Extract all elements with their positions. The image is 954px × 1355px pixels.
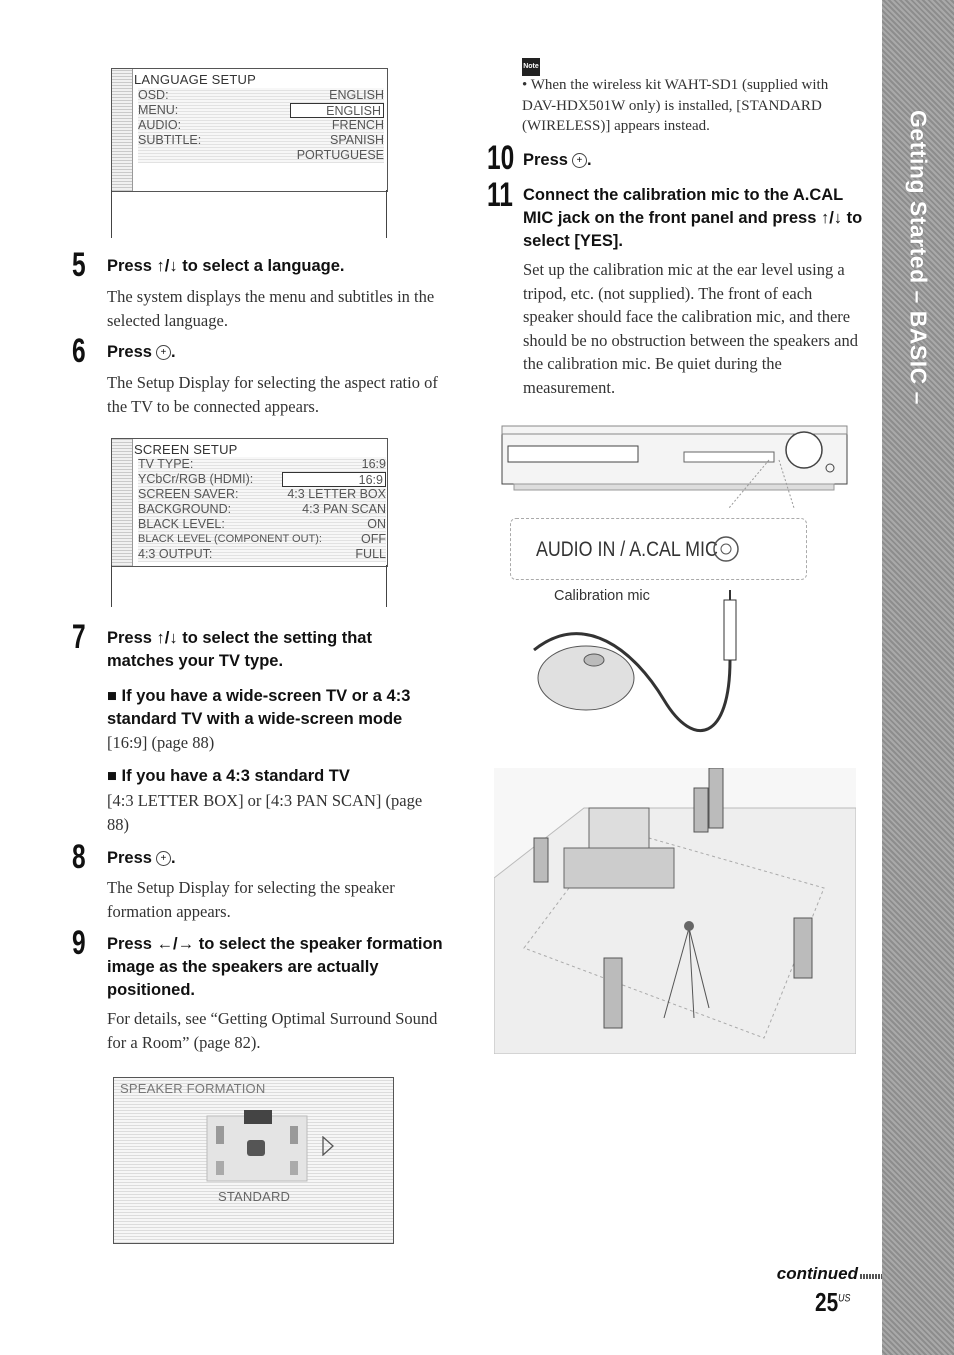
speaker-menu-title: SPEAKER FORMATION — [120, 1081, 266, 1096]
menu-frame-line — [386, 190, 387, 238]
screen-menu-title: SCREEN SETUP — [134, 442, 238, 457]
menu-row: TV TYPE: 16:9 — [138, 457, 386, 471]
language-menu-title: LANGUAGE SETUP — [134, 72, 256, 87]
receiver-unit-drawing — [494, 420, 856, 510]
room-speaker-layout-drawing — [494, 768, 856, 1054]
page-number: $25^{US}$ — [815, 1287, 851, 1317]
menu-row: 4:3 OUTPUT: FULL — [138, 547, 386, 561]
step-6-body: The Setup Display for selecting the aspect ratio of the TV to be connected appears. — [107, 373, 438, 416]
enter-button-icon: + — [156, 851, 171, 866]
step-8-heading: Press + . — [107, 849, 176, 867]
step-7-heading: Press ↑/↓ to select the setting that matches your TV type. — [107, 629, 372, 670]
calibration-mic-label: Calibration mic — [554, 588, 650, 604]
step-7a-heading: ■ If you have a wide-screen TV or a 4:3 standard TV with a wide-screen mode — [107, 687, 411, 728]
step-9-heading: Press ←/→ to select the speaker formation image as the speakers are actually positioned. — [107, 935, 443, 999]
step-number: 10 — [487, 139, 515, 177]
step-11-body: Set up the calibration mic at the ear level using a tripod, etc. (not supplied). The front of each speaker should face the calibration mic, and there should be no obstruction between the speakers and the calibration mic. Be quiet during the measurement. — [523, 260, 858, 397]
menu-row: MENU: ENGLISH — [138, 103, 384, 118]
calibration-mic-drawing — [514, 590, 754, 740]
menu-row: BACKGROUND: 4:3 PAN SCAN — [138, 502, 386, 516]
step-11-heading: Connect the calibration mic to the A.CAL MIC jack on the front panel and press ↑/↓ to select [YES]. — [523, 186, 863, 250]
speaker-formation-screenshot — [113, 1077, 394, 1244]
language-menu-items — [138, 88, 384, 163]
side-tab-label: Getting Started – BASIC – — [905, 110, 932, 405]
enter-button-icon: + — [572, 153, 587, 168]
calibration-illustration — [494, 420, 856, 1055]
step-number: 11 — [487, 176, 513, 214]
step-number: 8 — [72, 838, 86, 876]
screen-setup-screenshot — [111, 438, 388, 567]
section-side-tab — [882, 0, 954, 1355]
language-setup-screenshot — [111, 68, 388, 192]
step-10-heading: Press + . — [523, 151, 592, 169]
menu-frame-line — [386, 565, 387, 607]
menu-row: AUDIO: FRENCH — [138, 118, 384, 132]
speaker-formation-image-icon — [202, 1106, 312, 1186]
step-7b-heading: ■ If you have a 4:3 standard TV — [107, 767, 350, 785]
menu-row: YCbCr/RGB (HDMI): 16:9 — [138, 472, 386, 487]
speaker-menu-value: STANDARD — [218, 1189, 291, 1204]
right-arrow-icon — [322, 1136, 334, 1156]
step-number: 9 — [72, 924, 86, 962]
menu-icon-strip — [112, 69, 133, 191]
menu-row: BLACK LEVEL (COMPONENT OUT): OFF — [138, 532, 386, 546]
step-number: 7 — [72, 618, 86, 656]
step-8-body: The Setup Display for selecting the speaker formation appears. — [107, 878, 395, 921]
menu-row: OSD: ENGLISH — [138, 88, 384, 102]
jack-label: AUDIO IN / A.CAL MIC — [536, 538, 718, 561]
step-number: 6 — [72, 332, 86, 370]
step-9-body: For details, see “Getting Optimal Surround Sound for a Room” (page 82). — [107, 1009, 438, 1052]
menu-row: BLACK LEVEL: ON — [138, 517, 386, 531]
step-7b-body: [4:3 LETTER BOX] or [4:3 PAN SCAN] (page 88) — [107, 791, 423, 834]
note-text: • When the wireless kit WAHT-SD1 (supplied with DAV-HDX501W only) is installed, [STANDARD (WIRELESS)] appears instead. — [522, 77, 829, 134]
screen-menu-items — [138, 457, 386, 562]
step-5-heading: Press ↑/↓ to select a language. — [107, 257, 345, 275]
continued-label: continued — [776, 1264, 858, 1283]
menu-row: SCREEN SAVER: 4:3 LETTER BOX — [138, 487, 386, 501]
note-badge: Note — [522, 58, 540, 76]
menu-frame-line — [111, 190, 112, 238]
menu-icon-strip — [112, 439, 133, 566]
step-number: 5 — [72, 246, 86, 284]
step-7a-body: [16:9] (page 88) — [107, 733, 215, 752]
enter-button-icon: + — [156, 345, 171, 360]
mic-jack-icon — [711, 534, 741, 564]
menu-row: SUBTITLE: SPANISH — [138, 133, 384, 147]
step-6-heading: Press + . — [107, 343, 176, 361]
menu-row: PORTUGUESE — [296, 148, 384, 162]
step-5-body: The system displays the menu and subtitles in the selected language. — [107, 287, 435, 330]
continued-arrow — [860, 1274, 882, 1279]
menu-frame-line — [111, 565, 112, 607]
